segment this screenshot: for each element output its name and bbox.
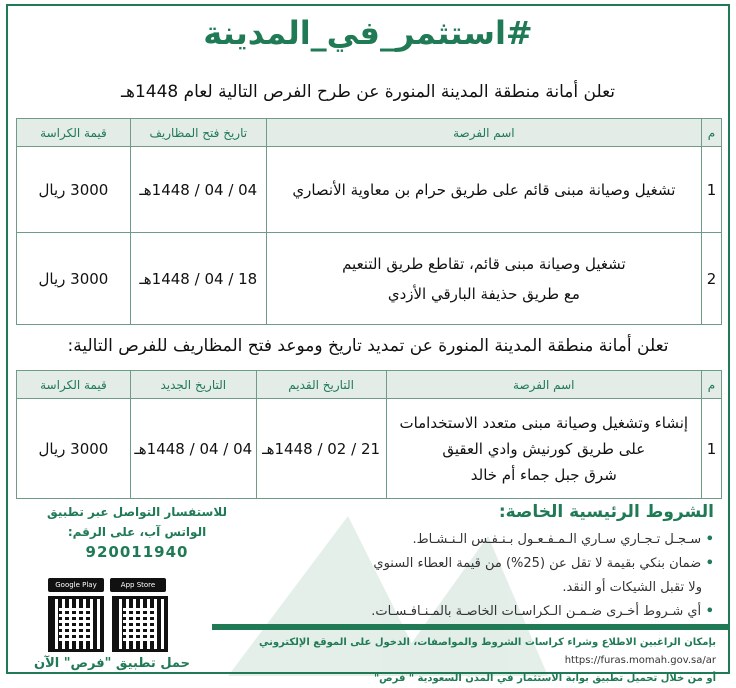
row-num: 1 [702,147,722,233]
opportunity-line: شرق جبل جماء أم خالد [470,465,617,484]
opportunity-line: تشغيل وصيانة مبنى قائم، تقاطع طريق التنعيم [342,254,626,273]
header-open-date: تاريخ فتح المظاريف [130,119,266,147]
qr-code-icon [112,596,168,652]
opportunities-table [16,118,722,325]
intro-text-1: تعلن أمانة منطقة المدينة المنورة عن طرح الفرص التالية لعام 1448هـ [120,82,616,102]
terms-item: • ضمان بنكي بقيمة لا تقل عن (25%) من قيمة العطاء السنوي [254,552,714,576]
contact-section [22,502,252,562]
terms-item: ولا تقبل الشيكات أو النقد. [562,580,702,595]
footer-line-1-text: بإمكان الراغبين الاطلاع وشراء كراسات الشروط والمواصفات، الدخول على الموقع الإلكتروني [258,637,716,648]
header-price: قيمة الكراسة [17,371,131,399]
google-play-badge[interactable]: Google Play [48,578,104,592]
footer-line-2: أو من خلال تحميل تطبيق بوابة الاستثمار في المدن السعودية " فرص" [373,673,716,684]
row-opportunity [266,147,701,233]
advertisement-frame [6,4,730,684]
app-store-badge[interactable]: App Store [110,578,166,592]
header-opportunity: اسم الفرصة [266,119,701,147]
row-num: 1 [702,399,722,499]
contact-line: للاستفسار التواصل عبر تطبيق [47,505,227,519]
intro-text-2: تعلن أمانة منطقة المدينة المنورة عن تمديد تاريخ وموعد فتح المظاريف للفرص التالية: [67,336,669,356]
row-new-date: 04 / 04 / 1448هـ [130,399,256,499]
header-old-date: التاريخ القديم [256,371,386,399]
terms-item: • أي شـروط أخـرى ضـمـن الـكراسـات الخاصـة بالمـنـافـسـات. [254,600,714,624]
extension-table [16,370,722,499]
footer-url-link[interactable]: https://furas.momah.gov.sa/ar [564,655,716,666]
row-opportunity [266,233,701,325]
terms-item: • سـجـل تـجـاري سـاري الـمـفـعـول بـنـفـس الـنـشـاط. [254,528,714,552]
row-price: 3000 ريال [17,399,131,499]
contact-line: الواتس آب، على الرقم: [67,525,207,539]
row-date: 04 / 04 / 1448هـ [130,147,266,233]
table-row [17,399,722,499]
header-num: م [702,371,722,399]
header-opportunity: اسم الفرصة [386,371,702,399]
row-price: 3000 ريال [17,233,131,325]
footer-line-1 [208,634,716,670]
header-num: م [702,119,722,147]
row-opportunity [386,399,702,499]
app-download-cta: حمل تطبيق "فرص" الآن [34,656,191,671]
row-date: 18 / 04 / 1448هـ [130,233,266,325]
qr-code-icon [48,596,104,652]
hashtag-title: #استثمر_في_المدينة [203,14,533,52]
terms-section [254,502,714,624]
qr-codes [48,596,168,652]
header-new-date: التاريخ الجديد [130,371,256,399]
opportunity-line: تشغيل وصيانة مبنى قائم على طريق حرام بن معاوية الأنصاري [292,180,676,199]
table-row [17,147,722,233]
opportunity-line: إنشاء وتشغيل وصيانة مبنى متعدد الاستخدامات [399,413,689,432]
table-row [17,233,722,325]
footer-text [208,634,716,688]
phone-number[interactable]: 920011940 [85,543,189,561]
store-badges [48,578,166,592]
terms-list [254,528,714,624]
header-price: قيمة الكراسة [17,119,131,147]
row-old-date: 21 / 02 / 1448هـ [256,399,386,499]
opportunity-line: مع طريق حذيفة البارقي الأزدي [387,284,580,303]
opportunity-line: على طريق كورنيش وادي العقيق [442,439,646,458]
divider-bar [212,624,728,630]
row-price: 3000 ريال [17,147,131,233]
row-num: 2 [702,233,722,325]
terms-title: الشروط الرئيسية الخاصة: [498,502,714,522]
